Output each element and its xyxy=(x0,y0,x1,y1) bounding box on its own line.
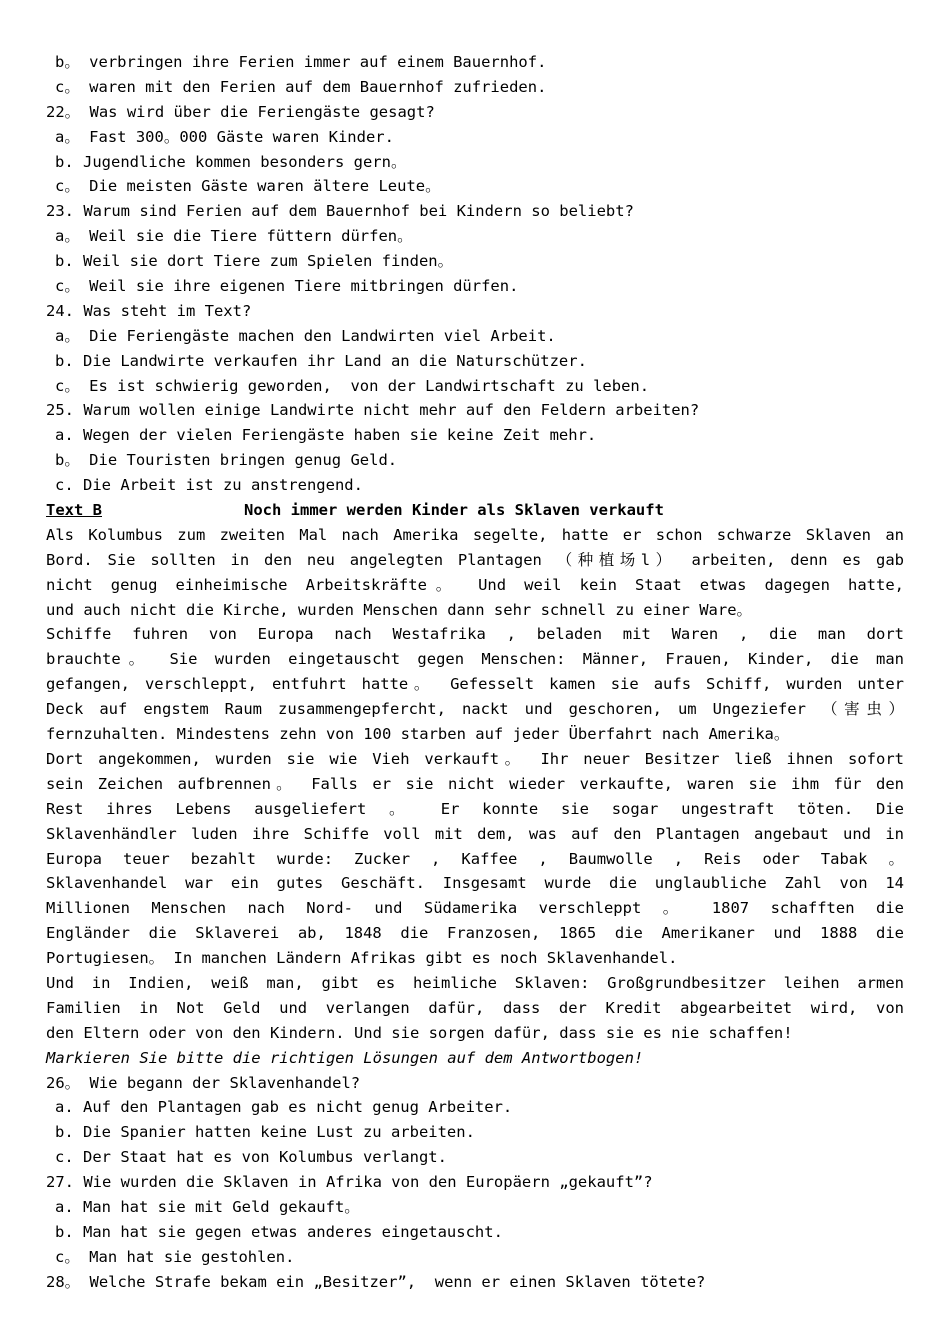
q23-question: 23. Warum sind Ferien auf dem Bauernhof bei Kindern so beliebt? xyxy=(46,202,634,221)
paragraph-line: und auch nicht die Kirche, wurden Menschen dann sehr schnell zu einer Ware。 xyxy=(46,600,753,619)
paragraph-line: den Eltern oder von den Kindern. Und sie sorgen dafür, dass sie es nie schaffen! xyxy=(46,1023,793,1042)
q24-question: 24. Was steht im Text? xyxy=(46,301,252,320)
paragraph-line: Engländer die Sklaverei ab, 1848 die Franzosen, 1865 die Amerikaner und 1888 die xyxy=(46,924,904,943)
q26-option-b: b. Die Spanier hatten keine Lust zu arbeiten. xyxy=(55,1123,475,1142)
q22-option-b: b. Jugendliche kommen besonders gern。 xyxy=(55,152,407,171)
text-b-paragraph-3 xyxy=(46,747,904,971)
text-b-paragraph-1 xyxy=(46,523,904,623)
text-b-heading xyxy=(46,498,904,523)
paragraph-line: gefangen, verschleppt, entfuhrt hatte。 Gefesselt kamen sie aufs Schiff, wurden unter xyxy=(46,675,904,694)
paragraph-line: Portugiesen。 In manchen Ländern Afrikas gibt es noch Sklavenhandel. xyxy=(46,949,678,968)
paragraph-line: Schiffe fuhren von Europa nach Westafrika , beladen mit Waren , die man dort xyxy=(46,625,904,644)
q22-option-c: c。 Die meisten Gäste waren ältere Leute。 xyxy=(55,177,441,196)
q21-option-c: c。 waren mit den Ferien auf dem Bauernhof zufrieden. xyxy=(55,77,547,96)
q25-option-c: c. Die Arbeit ist zu anstrengend. xyxy=(55,476,363,495)
paragraph-line: Dort angekommen, wurden sie wie Vieh verkauft。 Ihr neuer Besitzer ließ ihnen sofort xyxy=(46,749,904,768)
paragraph-line: Rest ihres Lebens ausgeliefert 。 Er konnte sie sogar ungestraft töten. Die xyxy=(46,799,904,818)
q27-option-a: a. Man hat sie mit Geld gekauft。 xyxy=(55,1197,360,1216)
text-b-paragraph-4 xyxy=(46,971,904,1046)
q28-question: 28。 Welche Strafe bekam ein „Besitzer”, wenn er einen Sklaven tötete? xyxy=(46,1272,706,1291)
paragraph-line: fernzuhalten. Mindestens zehn von 100 starben auf jeder Überfahrt nach Amerika。 xyxy=(46,725,790,744)
paragraph-line: Bord. Sie sollten in den neu angelegten Plantagen （种植场l） arbeiten, denn es gab xyxy=(46,550,904,569)
q24-option-b: b. Die Landwirte verkaufen ihr Land an die Naturschützer. xyxy=(55,351,587,370)
q26-option-c: c. Der Staat hat es von Kolumbus verlangt. xyxy=(55,1148,447,1167)
paragraph-line: Europa teuer bezahlt wurde: Zucker , Kaffee , Baumwolle , Reis oder Tabak 。 xyxy=(46,849,904,868)
q24-option-c: c。 Es ist schwierig geworden, von der Landwirtschaft zu leben. xyxy=(55,376,650,395)
q27-option-b: b. Man hat sie gegen etwas anderes eingetauscht. xyxy=(55,1222,503,1241)
paragraph-line: sein Zeichen aufbrennen。 Falls er sie nicht wieder verkaufte, waren sie ihm für den xyxy=(46,774,904,793)
q27-option-c: c。 Man hat sie gestohlen. xyxy=(55,1247,295,1266)
paragraph-line: Deck auf engstem Raum zusammengepfercht, nackt und geschoren, um Ungeziefer （害虫） xyxy=(46,700,904,719)
paragraph-line: Familien in Not Geld und verlangen dafür, dass der Kredit abgearbeitet wird, von xyxy=(46,998,904,1017)
answer-sheet-instruction: Markieren Sie bitte die richtigen Lösungen auf dem Antwortbogen! xyxy=(46,1048,644,1067)
paragraph-line: brauchte。 Sie wurden eingetauscht gegen Menschen: Männer, Frauen, Kinder, die man xyxy=(46,650,904,669)
paragraph-line: Sklavenhändler luden ihre Schiffe voll mit dem, was auf den Plantagen angebaut und in xyxy=(46,824,904,843)
text-b-title: Noch immer werden Kinder als Sklaven verkauft xyxy=(244,501,664,520)
q26-question: 26。 Wie begann der Sklavenhandel? xyxy=(46,1073,361,1092)
q22-option-a: a。 Fast 300。000 Gäste waren Kinder. xyxy=(55,127,394,146)
q26-option-a: a. Auf den Plantagen gab es nicht genug Arbeiter. xyxy=(55,1098,513,1117)
paragraph-line: Sklavenhandel war ein gutes Geschäft. Insgesamt wurde die unglaubliche Zahl von 14 xyxy=(46,874,904,893)
paragraph-line: Millionen Menschen nach Nord- und Südamerika verschleppt 。 1807 schafften die xyxy=(46,899,904,918)
paragraph-line: nicht genug einheimische Arbeitskräfte。 Und weil kein Staat etwas dagegen hatte, xyxy=(46,575,904,594)
q25-question: 25. Warum wollen einige Landwirte nicht mehr auf den Feldern arbeiten? xyxy=(46,401,700,420)
q25-option-b: b。 Die Touristen bringen genug Geld. xyxy=(55,451,398,470)
paragraph-line: Als Kolumbus zum zweiten Mal nach Amerika segelte, hatte er schon schwarze Sklaven an xyxy=(46,525,904,544)
q23-option-b: b. Weil sie dort Tiere zum Spielen finden。 xyxy=(55,252,454,271)
q23-option-a: a。 Weil sie die Tiere füttern dürfen。 xyxy=(55,227,413,246)
q23-option-c: c。 Weil sie ihre eigenen Tiere mitbringen dürfen. xyxy=(55,277,519,296)
document-page xyxy=(46,50,904,1295)
q24-option-a: a。 Die Feriengäste machen den Landwirten viel Arbeit. xyxy=(55,326,556,345)
q25-option-a: a. Wegen der vielen Feriengäste haben sie keine Zeit mehr. xyxy=(55,426,597,445)
text-b-label: Text B xyxy=(46,501,102,520)
q27-question: 27. Wie wurden die Sklaven in Afrika von den Europäern „gekauft”? xyxy=(46,1173,653,1192)
q22-question: 22。 Was wird über die Feriengäste gesagt? xyxy=(46,102,435,121)
paragraph-line: Und in Indien, weiß man, gibt es heimliche Sklaven: Großgrundbesitzer leihen armen xyxy=(46,973,904,992)
q21-option-b: b。 verbringen ihre Ferien immer auf einem Bauernhof. xyxy=(55,53,547,71)
text-b-paragraph-2 xyxy=(46,622,904,746)
